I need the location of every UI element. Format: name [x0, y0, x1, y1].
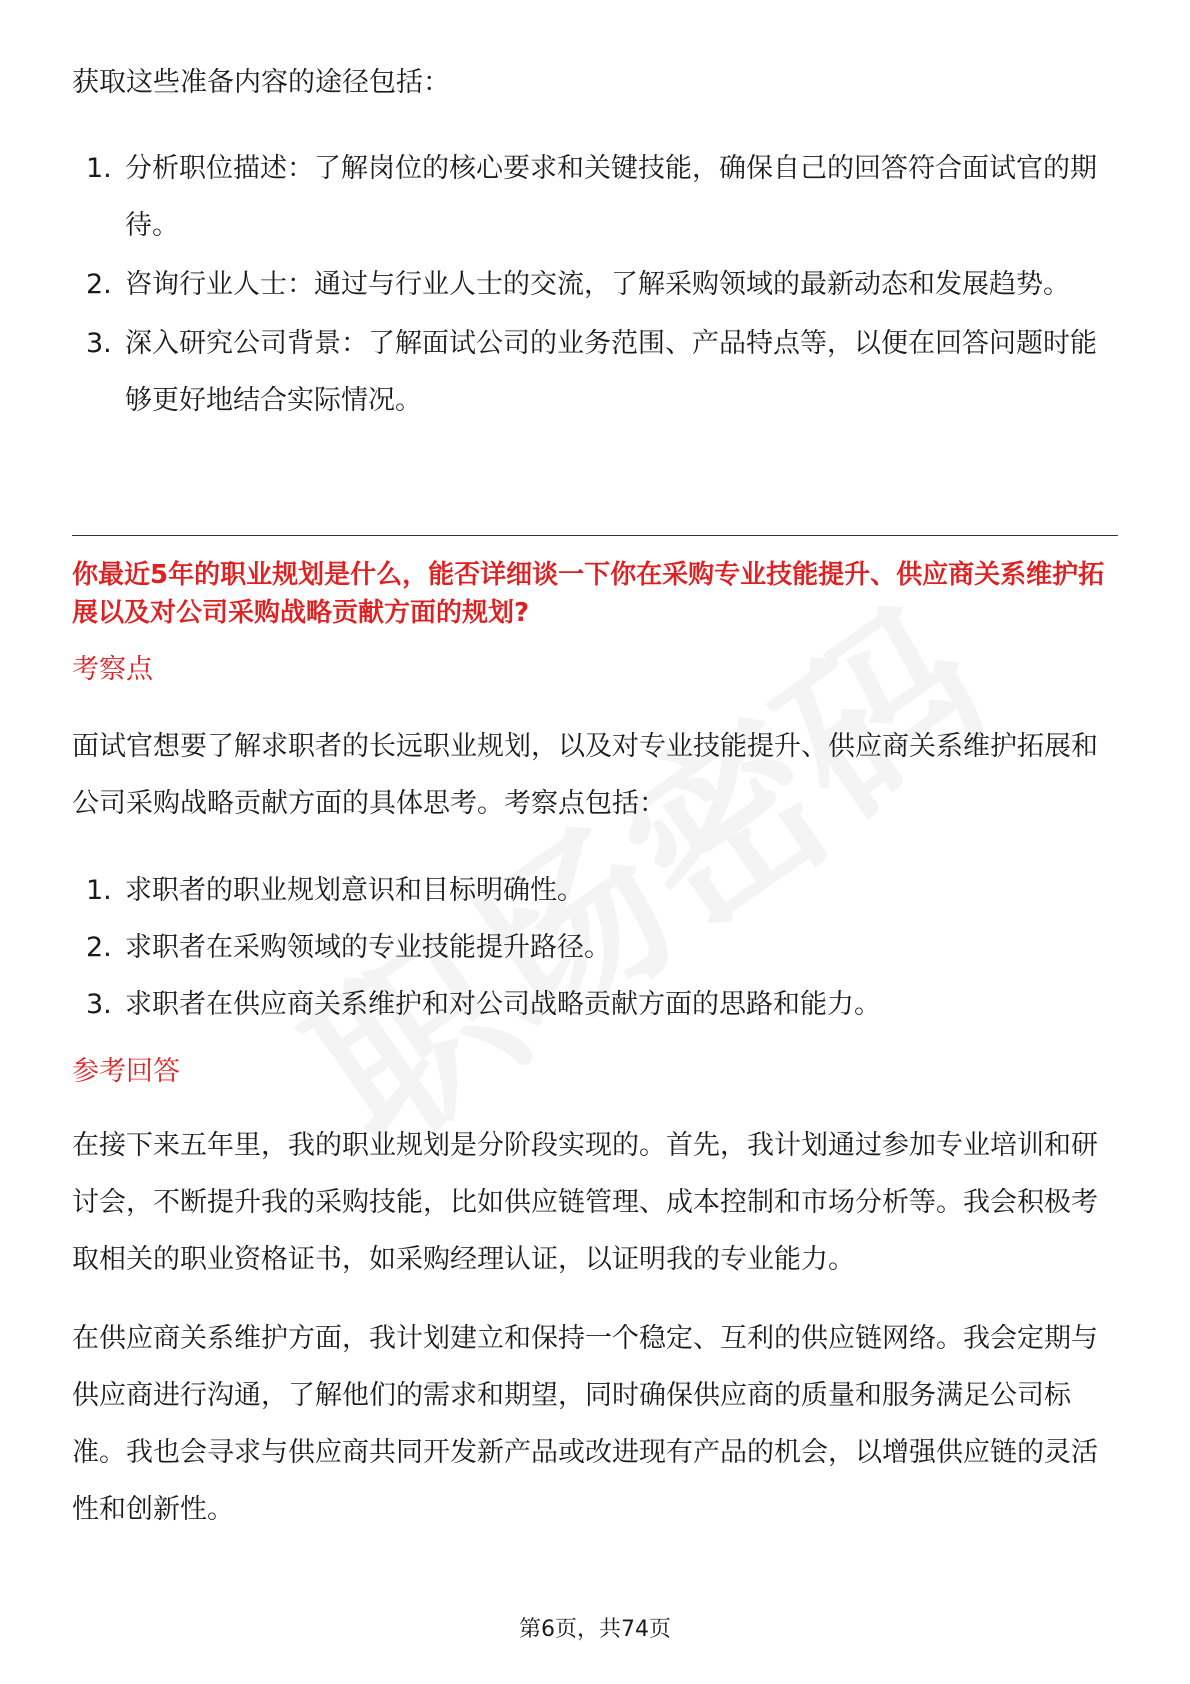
list-item-text: 求职者的职业规划意识和目标明确性。	[125, 875, 584, 906]
list-item-text: 咨询行业人士：通过与行业人士的交流，了解采购领域的最新动态和发展趋势。	[125, 269, 1070, 300]
list-item-text: 求职者在采购领域的专业技能提升路径。	[125, 932, 611, 963]
answer-paragraph-2: 在供应商关系维护方面，我计划建立和保持一个稳定、互利的供应链网络。我会定期与供应商进行沟通，了解他们的需求和期望，同时确保供应商的质量和服务满足公司标准。我也会寻求与供应商共同开发新产品或改进现有产品的机会，以增强供应链的灵活性和创新性。	[72, 1323, 1098, 1525]
section-heading-reference-answer: 参考回答	[72, 1056, 180, 1087]
list-item-text: 深入研究公司背景：了解面试公司的业务范围、产品特点等，以便在回答问题时能够更好地结合实际情况。	[125, 328, 1097, 416]
list-item-number: 3.	[86, 328, 112, 359]
exam-points-text: 面试官想要了解求职者的长远职业规划，以及对专业技能提升、供应商关系维护拓展和公司采购战略贡献方面的具体思考。考察点包括：	[72, 731, 1098, 819]
list-item	[72, 140, 1118, 254]
list-item	[72, 315, 1118, 429]
list-item-number: 2.	[86, 269, 112, 300]
list-item-number: 3.	[86, 989, 112, 1020]
list-item-number: 1.	[86, 153, 112, 184]
section-heading-exam-points: 考察点	[72, 654, 153, 685]
list-item-number: 2.	[86, 932, 112, 963]
exam-points-list	[72, 862, 1118, 1033]
page-footer: 第6页，共74页	[519, 1617, 671, 1642]
list-item	[72, 976, 1118, 1033]
intro-text: 获取这些准备内容的途径包括：	[72, 67, 450, 98]
list-item-text: 分析职位描述：了解岗位的核心要求和关键技能，确保自己的回答符合面试官的期待。	[125, 153, 1097, 241]
question-heading: 你最近5年的职业规划是什么，能否详细谈一下你在采购专业技能提升、供应商关系维护拓展以及对公司采购战略贡献方面的规划?	[72, 560, 1105, 628]
answer-paragraph-1: 在接下来五年里，我的职业规划是分阶段实现的。首先，我计划通过参加专业培训和研讨会，不断提升我的采购技能，比如供应链管理、成本控制和市场分析等。我会积极考取相关的职业资格证书，如采购经理认证，以证明我的专业能力。	[72, 1130, 1098, 1275]
list-item-text: 求职者在供应商关系维护和对公司战略贡献方面的思路和能力。	[125, 989, 881, 1020]
section-divider	[72, 535, 1118, 536]
list-item-number: 1.	[86, 875, 112, 906]
list-item	[72, 919, 1118, 976]
list-item	[72, 862, 1118, 919]
list-item	[72, 256, 1118, 313]
prep-list	[72, 140, 1118, 431]
